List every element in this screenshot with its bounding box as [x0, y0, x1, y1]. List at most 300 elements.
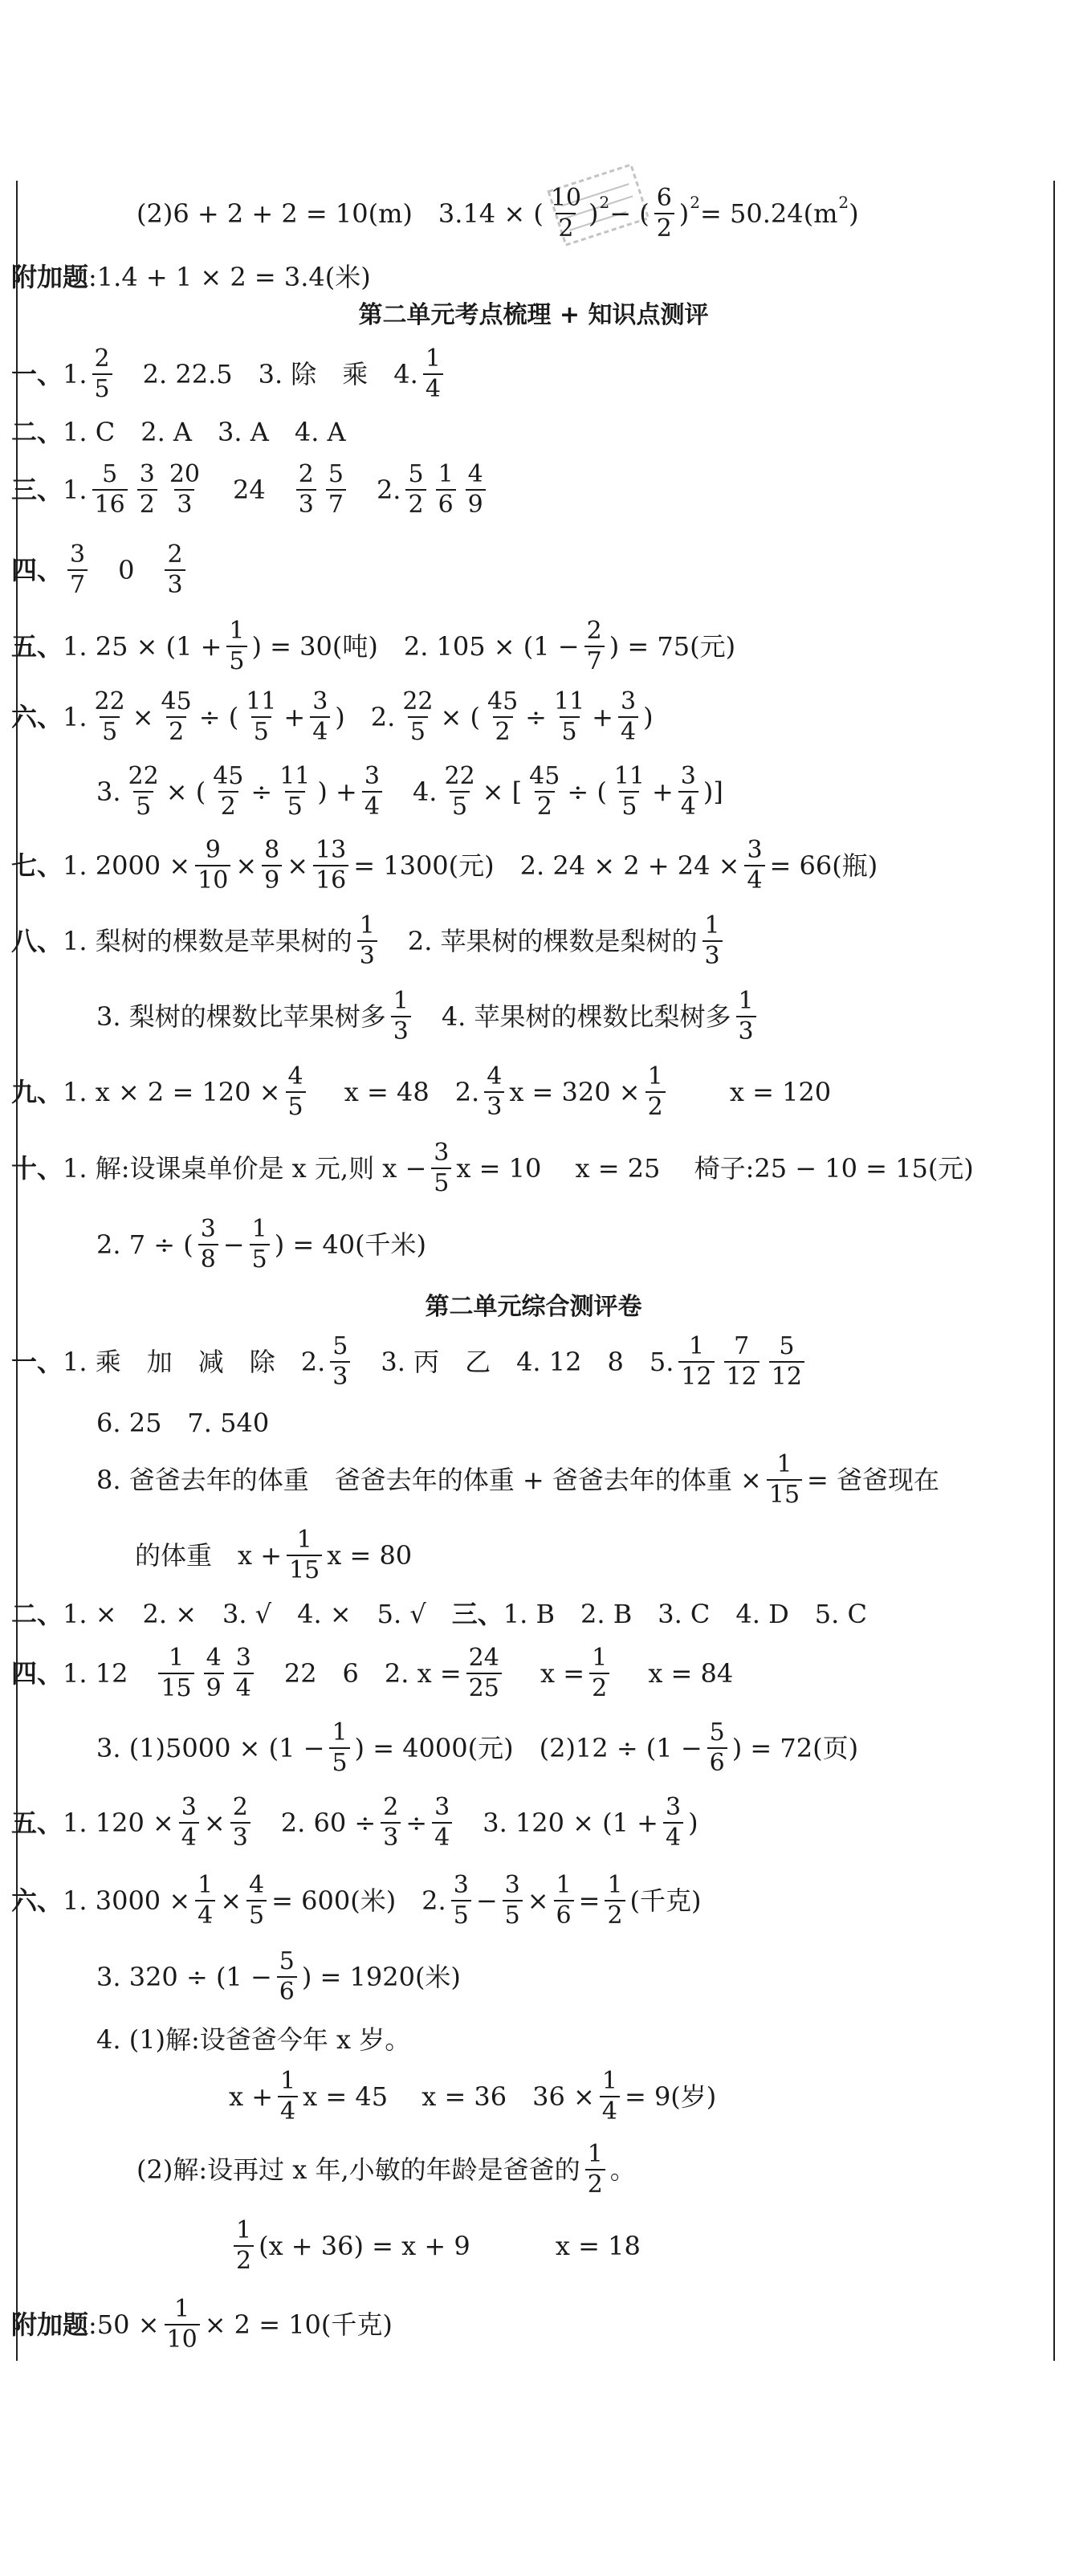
denominator: 5 — [246, 1900, 267, 1928]
answer-text: 4. — [386, 776, 438, 807]
fraction — [707, 1718, 727, 1777]
item-label: 四、 — [11, 555, 63, 585]
fraction — [431, 1141, 451, 1196]
answer-text: 2. — [350, 475, 401, 505]
answer-text: = 600(米) 2. — [271, 1885, 446, 1916]
answer-text: 1. — [63, 702, 88, 732]
answer-text: = 66(瓶) — [769, 850, 878, 881]
denominator: 3 — [174, 489, 194, 517]
fraction — [381, 1795, 401, 1850]
answer-text: ÷ ( — [567, 776, 607, 807]
heading-text: 第二单元考点梳理 + 知识点测评 — [358, 301, 709, 329]
numerator: 24 — [468, 1644, 499, 1672]
numerator: 5 — [779, 1332, 795, 1360]
fraction — [326, 460, 346, 519]
denominator: 3 — [484, 1091, 504, 1119]
numerator: 1 — [198, 1871, 214, 1899]
numerator: 7 — [734, 1332, 750, 1360]
fraction — [278, 2069, 298, 2124]
numerator: 4 — [249, 1871, 265, 1899]
denominator: 10 — [195, 865, 230, 893]
denominator: 5 — [503, 1900, 523, 1928]
answer-text: × [ — [482, 776, 523, 807]
numerator: 1 — [251, 1215, 267, 1243]
item-label: 三、 — [451, 1599, 503, 1629]
denominator: 5 — [226, 646, 246, 674]
answer-text: ) = 1920(米) — [301, 1962, 461, 1992]
denominator: 12 — [678, 1361, 714, 1389]
answer-text: ÷ ( — [198, 702, 239, 732]
answer-text: ) — [678, 198, 690, 229]
numerator: 3 — [70, 540, 86, 569]
answer-text: 2. 苹果树的棵数是梨树的 — [381, 926, 698, 956]
numerator: 11 — [279, 762, 311, 790]
denominator: 5 — [250, 1244, 270, 1272]
answer-text: 1. B 2. B 3. C 4. D 5. C — [503, 1599, 867, 1629]
fraction — [736, 989, 756, 1044]
answer-text: = — [578, 1885, 601, 1916]
fraction — [724, 1332, 760, 1391]
answer-text: × — [235, 850, 258, 881]
numerator: 22 — [94, 687, 125, 715]
numerator: 3 — [139, 460, 155, 488]
answer-text: 1. 梨树的棵数是苹果树的 — [63, 926, 352, 956]
answer-text: × — [220, 1885, 242, 1916]
numerator: 1 — [647, 1062, 663, 1090]
item-label: 六、 — [11, 1885, 63, 1916]
numerator: 5 — [279, 1947, 295, 1975]
numerator: 3 — [434, 1793, 450, 1821]
item-label: 一、 — [11, 359, 63, 389]
denominator: 6 — [707, 1747, 727, 1775]
fraction — [165, 2297, 200, 2352]
numerator: 4 — [287, 1062, 303, 1090]
fraction — [137, 460, 157, 519]
denominator: 4 — [362, 791, 382, 819]
fraction — [605, 1873, 625, 1928]
denominator: 2 — [585, 2169, 605, 2197]
numerator: 2 — [298, 460, 314, 488]
numerator: 1 — [556, 1871, 572, 1899]
fraction — [589, 1646, 609, 1701]
answer-text: 1. 12 — [63, 1658, 154, 1689]
denominator: 10 — [165, 2324, 200, 2352]
item-label: 九、 — [11, 1077, 63, 1107]
answer-text: 1. x × 2 = 120 × — [63, 1077, 281, 1107]
denominator: 4 — [678, 791, 698, 819]
fraction — [405, 460, 426, 519]
denominator: 5 — [251, 716, 271, 744]
numerator: 3 — [665, 1793, 682, 1821]
denominator: 2 — [605, 1900, 625, 1928]
answer-text: = 50.24(m — [700, 198, 838, 229]
answer-text: 3. 320 ÷ (1 − — [96, 1962, 272, 1992]
numerator: 3 — [200, 1215, 216, 1243]
fraction — [92, 687, 128, 746]
answer-text: 8. 爸爸去年的体重 爸爸去年的体重 + 爸爸去年的体重 × — [96, 1465, 762, 1495]
fraction — [286, 1062, 306, 1121]
answer-text: × 2 = 10(千克) — [204, 2309, 393, 2340]
answer-text: 。 — [609, 2154, 636, 2185]
numerator: 1 — [425, 344, 441, 373]
numerator: 1 — [592, 1644, 608, 1672]
answer-text: :50 × — [88, 2309, 160, 2340]
answer-text: x = 84 — [614, 1658, 734, 1689]
answer-text: 0 — [92, 555, 161, 585]
fraction — [198, 1217, 218, 1272]
fraction — [527, 764, 562, 819]
numerator: 9 — [205, 836, 221, 864]
answer-text: × — [527, 1885, 549, 1916]
numerator: 1 — [601, 2067, 617, 2095]
numerator: 1 — [587, 2140, 603, 2168]
answer-text: 1. 乘 加 减 除 2. — [63, 1347, 326, 1377]
item-label: 四、 — [11, 1658, 63, 1689]
fraction — [226, 619, 246, 674]
item-label: 三、 — [11, 475, 63, 505]
denominator: 5 — [133, 791, 153, 819]
numerator: 3 — [747, 836, 763, 864]
superscript: 2 — [838, 193, 849, 212]
item-label: 五、 — [11, 1808, 63, 1838]
fraction — [703, 911, 723, 970]
denominator: 5 — [286, 1091, 306, 1119]
numerator: 3 — [181, 1793, 197, 1821]
answer-text: 3. 120 × (1 + — [457, 1808, 658, 1838]
fraction — [179, 1795, 199, 1850]
answer-text: x = 120 — [670, 1077, 832, 1107]
denominator: 4 — [432, 1822, 452, 1850]
numerator: 1 — [438, 460, 454, 488]
fraction — [663, 1795, 683, 1850]
fraction — [451, 1873, 471, 1928]
denominator: 2 — [556, 213, 576, 241]
denominator: 15 — [287, 1555, 322, 1583]
answer-text: = 1300(元) 2. 24 × 2 + 24 × — [353, 850, 740, 881]
denominator: 4 — [195, 1900, 215, 1928]
answer-text: x = 45 x = 36 36 × — [303, 2081, 595, 2112]
denominator: 6 — [277, 1976, 297, 2004]
denominator: 3 — [330, 1361, 350, 1389]
numerator: 4 — [206, 1644, 222, 1672]
denominator: 25 — [466, 1673, 502, 1701]
denominator: 3 — [703, 940, 723, 968]
denominator: 5 — [560, 716, 580, 744]
denominator: 5 — [92, 373, 112, 401]
fraction — [92, 460, 128, 519]
answer-text: = 9(岁) — [624, 2081, 717, 2112]
denominator: 5 — [100, 716, 120, 744]
numerator: 3 — [312, 687, 328, 715]
numerator: 5 — [328, 460, 344, 488]
numerator: 20 — [169, 460, 201, 488]
fraction — [296, 460, 316, 519]
answer-text: x = 10 x = 25 椅子:25 − 10 = 15(元) — [456, 1153, 974, 1184]
fraction — [612, 764, 647, 819]
answer-text: 1. 3000 × — [63, 1885, 191, 1916]
denominator: 4 — [618, 716, 638, 744]
numerator: 45 — [161, 687, 192, 715]
numerator: 1 — [169, 1644, 185, 1672]
numerator: 13 — [316, 836, 347, 864]
numerator: 1 — [607, 1871, 623, 1899]
numerator: 3 — [504, 1871, 520, 1899]
denominator: 2 — [234, 2245, 254, 2273]
answer-text: − — [475, 1885, 498, 1916]
numerator: 3 — [680, 762, 696, 790]
numerator: 5 — [102, 460, 118, 488]
fraction — [400, 687, 435, 746]
denominator: 12 — [769, 1361, 804, 1389]
denominator: 15 — [158, 1673, 193, 1701]
item-label: 七、 — [11, 850, 63, 881]
numerator: 1 — [280, 2067, 296, 2095]
denominator: 3 — [736, 1016, 756, 1044]
denominator: 4 — [234, 1673, 254, 1701]
denominator: 16 — [92, 489, 128, 517]
numerator: 3 — [364, 762, 380, 790]
denominator: 12 — [724, 1361, 760, 1389]
answer-text: ) 2. — [335, 702, 396, 732]
denominator: 3 — [381, 1822, 401, 1850]
answer-text: 2. 22.5 3. 除 乘 4. — [116, 359, 418, 389]
numerator: 45 — [213, 762, 244, 790]
fraction — [167, 460, 202, 519]
numerator: 3 — [235, 1644, 251, 1672]
fraction — [250, 1217, 270, 1272]
numerator: 1 — [359, 911, 375, 940]
numerator: 3 — [620, 687, 637, 715]
answer-text: = 爸爸现在 — [807, 1465, 940, 1495]
fraction — [554, 1873, 574, 1928]
answer-text: × ( — [165, 776, 206, 807]
answer-text: ÷ — [250, 776, 273, 807]
answer-text: x = 80 — [327, 1540, 413, 1571]
fraction — [195, 1873, 215, 1928]
fraction — [503, 1873, 523, 1928]
denominator: 9 — [262, 865, 282, 893]
denominator: 3 — [357, 940, 377, 968]
item-label: 附加题 — [11, 262, 89, 292]
answer-text: ) + — [317, 776, 357, 807]
answer-text: ÷ — [405, 1808, 428, 1838]
item-label: 二、 — [11, 417, 63, 447]
fraction — [313, 838, 348, 893]
answer-text: 4. 苹果树的棵数比梨树多 — [415, 1001, 731, 1032]
answer-text: ) = 75(元) — [609, 631, 736, 662]
answer-text: 2. 60 ÷ — [255, 1808, 377, 1838]
denominator: 7 — [584, 646, 605, 674]
denominator: 3 — [165, 569, 185, 597]
numerator: 2 — [94, 344, 110, 373]
fraction — [432, 1795, 452, 1850]
denominator: 5 — [329, 1747, 349, 1775]
numerator: 3 — [434, 1139, 450, 1167]
answer-text: − — [222, 1229, 245, 1260]
numerator: 1 — [332, 1718, 348, 1747]
numerator: 22 — [128, 762, 159, 790]
denominator: 8 — [198, 1244, 218, 1272]
numerator: 11 — [613, 762, 645, 790]
answer-text: 3. — [96, 776, 121, 807]
fraction — [204, 1646, 224, 1701]
fraction — [92, 344, 112, 403]
answer-text: ) — [688, 1808, 698, 1838]
fraction — [678, 1332, 714, 1391]
fraction — [600, 2069, 620, 2124]
fraction — [767, 1450, 802, 1509]
fraction — [584, 619, 605, 674]
numerator: 5 — [408, 460, 424, 488]
superscript: 2 — [599, 193, 610, 212]
fraction — [277, 1947, 297, 2006]
numerator: 10 — [550, 184, 581, 212]
denominator: 3 — [230, 1822, 250, 1850]
answer-text: (2)6 + 2 + 2 = 10(m) 3.14 × ( — [136, 198, 544, 229]
numerator: 2 — [383, 1793, 399, 1821]
answer-text: (2)解:设再过 x 年,小敏的年龄是爸爸的 — [136, 2154, 580, 2185]
denominator: 2 — [589, 1673, 609, 1701]
answer-text: 22 6 2. x = — [258, 1658, 462, 1689]
superscript: 2 — [690, 193, 700, 212]
denominator: 9 — [466, 489, 486, 517]
fraction — [287, 1528, 322, 1583]
right-margin-rule — [1053, 181, 1055, 2361]
numerator: 4 — [467, 460, 483, 488]
answer-text: 3. 丙 乙 4. 12 8 5. — [355, 1347, 674, 1377]
denominator: 9 — [204, 1673, 224, 1701]
numerator: 5 — [709, 1718, 725, 1747]
fraction — [769, 1332, 804, 1391]
denominator: 5 — [285, 791, 305, 819]
fraction — [234, 2216, 254, 2275]
answer-text: − ( — [609, 198, 650, 229]
answer-text: 的体重 x + — [135, 1540, 283, 1571]
answer-text: :1.4 + 1 × 2 = 3.4(米) — [88, 262, 371, 292]
answer-text: + — [651, 776, 674, 807]
numerator: 3 — [453, 1871, 469, 1899]
answer-text: x = 48 2. — [310, 1077, 480, 1107]
denominator: 7 — [326, 489, 346, 517]
denominator: 5 — [619, 791, 639, 819]
numerator: 22 — [402, 687, 434, 715]
answer-text: 1. 解:设课桌单价是 x 元,则 x − — [63, 1153, 427, 1184]
numerator: 1 — [738, 987, 754, 1015]
answer-text: × — [203, 1808, 226, 1838]
answer-text: ) = 40(千米) — [274, 1229, 427, 1260]
numerator: 1 — [393, 987, 409, 1015]
denominator: 2 — [405, 489, 426, 517]
fraction — [330, 1332, 350, 1391]
answer-text: 1. C 2. A 3. A 4. A — [63, 417, 346, 447]
answer-text: + — [283, 702, 306, 732]
denominator: 2 — [137, 489, 157, 517]
numerator: 2 — [586, 617, 602, 645]
answer-text: x = 320 × — [509, 1077, 641, 1107]
denominator: 5 — [451, 1900, 471, 1928]
answer-text: )] — [703, 776, 723, 807]
numerator: 22 — [444, 762, 475, 790]
answer-text: 2. 7 ÷ ( — [96, 1229, 193, 1260]
denominator: 2 — [654, 213, 674, 241]
fraction — [158, 1646, 193, 1701]
denominator: 3 — [296, 489, 316, 517]
fraction — [423, 344, 443, 403]
numerator: 5 — [332, 1332, 348, 1360]
denominator: 7 — [67, 569, 88, 597]
denominator: 4 — [423, 373, 443, 401]
fraction — [230, 1795, 250, 1850]
fraction — [744, 838, 764, 893]
answer-text: 6. 25 7. 540 — [96, 1408, 270, 1438]
fraction — [277, 764, 312, 819]
fraction — [645, 1062, 666, 1121]
denominator: 6 — [554, 1900, 574, 1928]
numerator: 1 — [236, 2216, 252, 2244]
item-label: 附加题 — [11, 2309, 89, 2340]
fraction — [484, 1062, 504, 1121]
fraction — [262, 838, 282, 893]
denominator: 3 — [391, 1016, 411, 1044]
answer-text: 1. 2000 × — [63, 850, 191, 881]
fraction — [654, 186, 674, 241]
answer-text: × — [287, 850, 309, 881]
answer-text: 1. × 2. × 3. √ 4. × 5. √ — [63, 1599, 452, 1629]
numerator: 1 — [704, 911, 720, 940]
denominator: 5 — [408, 716, 428, 744]
answer-text: x + — [229, 2081, 274, 2112]
fraction — [357, 911, 377, 970]
answer-text: × — [132, 702, 154, 732]
fraction — [585, 2142, 605, 2197]
numerator: 1 — [296, 1526, 312, 1554]
numerator: 45 — [529, 762, 560, 790]
numerator: 11 — [553, 687, 585, 715]
fraction — [310, 687, 330, 746]
fraction — [485, 687, 520, 746]
fraction — [678, 764, 698, 819]
heading-text: 第二单元综合测评卷 — [425, 1293, 642, 1321]
answer-text: 1. — [63, 475, 88, 505]
item-label: 十、 — [11, 1153, 63, 1184]
answer-text: 1. — [63, 359, 88, 389]
numerator: 2 — [167, 540, 183, 569]
answer-text: (千克) — [629, 1885, 702, 1916]
answer-text: 4. (1)解:设爸爸今年 x 岁。 — [96, 2024, 411, 2055]
fraction — [466, 1646, 502, 1701]
answer-text: ) — [849, 198, 859, 229]
denominator: 6 — [436, 489, 456, 517]
answer-text: 3. 梨树的棵数比苹果树多 — [96, 1001, 386, 1032]
fraction — [466, 460, 486, 519]
answer-text: ) — [588, 198, 599, 229]
answer-text: ) = 4000(元) (2)12 ÷ (1 − — [354, 1733, 703, 1763]
denominator: 5 — [450, 791, 470, 819]
denominator: 2 — [166, 716, 186, 744]
denominator: 5 — [431, 1168, 451, 1196]
fraction — [391, 989, 411, 1044]
numerator: 8 — [264, 836, 280, 864]
numerator: 6 — [656, 184, 672, 212]
item-label: 六、 — [11, 702, 63, 732]
item-label: 一、 — [11, 1347, 63, 1377]
denominator: 15 — [767, 1479, 802, 1507]
answer-text: + — [592, 702, 613, 732]
answer-text: ) = 72(页) — [731, 1733, 859, 1763]
fraction — [195, 838, 230, 893]
answer-text: ÷ — [525, 702, 547, 732]
answer-text: ) — [643, 702, 654, 732]
